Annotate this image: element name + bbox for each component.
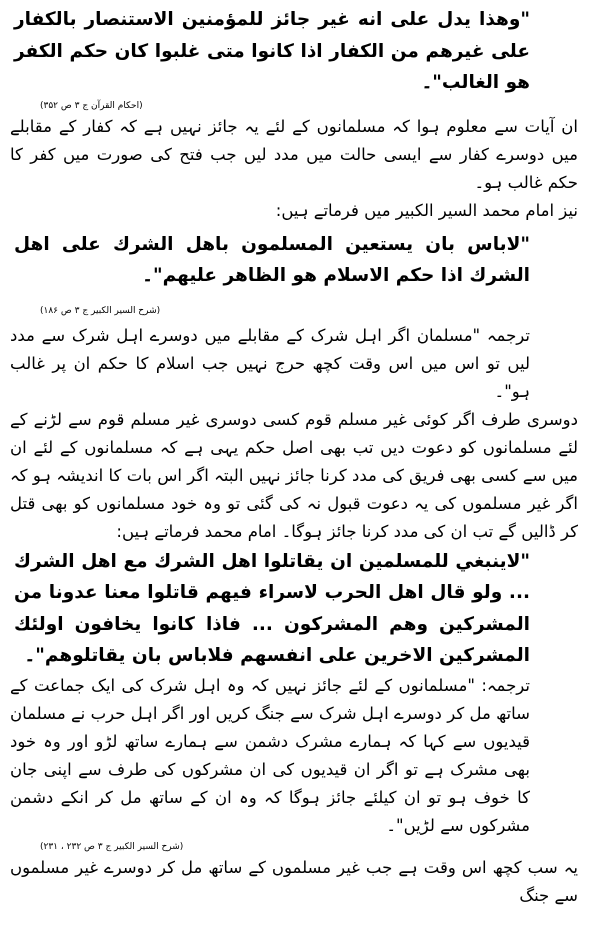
urdu-paragraph: دوسری طرف اگر کوئی غیر مسلم قوم کسی دوسری غیر مسلم قوم سے لڑنے کے لئے مسلمانوں کو دعوت دیں تب بھی اصل حکم یہی ہے کہ مسلمانوں کے لئے ان میں سے کسی بھی فریق کی مدد کرنا جائز نہیں البتہ اگر اس بات کا اندیشہ ہو کہ اگر غیر مسلموں کی یہ دعوت قبول نہ کی گئی تو وہ خود مسلمانوں کو بھی قتل کر ڈالیں گے تب ان کی مدد کرنا جائز ہوگا۔ امام محمد فرماتے ہیں: (10, 409, 578, 541)
citation: (شرح السیر الکبیر ج ۳ ص ۲۳۲ ، ۲۳۱) (40, 841, 184, 852)
urdu-paragraph: نیز امام محمد السیر الکبیر میں فرماتے ہیں: (275, 200, 578, 220)
urdu-paragraph: یہ سب کچھ اس وقت ہے جب غیر مسلموں کے ساتھ مل کر دوسرے غیر مسلموں سے جنگ (10, 857, 578, 905)
citation: (احکام القرآن ج ۳ ص ۳۵۲) (40, 100, 143, 111)
translation-paragraph: ترجمہ: "مسلمانوں کے لئے جائز نہیں کہ وہ اہل شرک کی ایک جماعت کے ساتھ مل کر دوسرے اہل شرک سے جنگ کریں اور اگر اہل حرب نے مسلمان قیدیوں سے کہا کہ ہمارے مشرک دشمن سے ہمارے ساتھ لڑو اور وہ خود بھی مشرک ہے تو اگر ان قیدیوں کی ان مشرکوں کی طرف سے اپنی جان کا خوف ہو تو ان کیلئے جائز ہوگا کہ وہ ان کے ساتھ مل کر انکے دشمن مشرکوں سے لڑیں"۔ (10, 675, 530, 835)
citation: (شرح السیر الکبیر ج ۳ ص ۱۸۶) (40, 305, 161, 316)
urdu-paragraph: ان آیات سے معلوم ہوا کہ مسلمانوں کے لئے یہ جائز نہیں ہے کہ کفار کے مقابلے میں دوسرے کفار سے ایسی حالت میں مدد لیں جب فتح کی صورت میں کفر کا حکم غالب ہو۔ (10, 116, 578, 192)
arabic-quote: "لاباس بان يستعين المسلمون باهل الشرك على اهل الشرك اذا حكم الاسلام هو الظاهر عليهم"۔ (14, 233, 530, 286)
translation-paragraph: ترجمہ "مسلمان اگر اہل شرک کے مقابلے میں دوسرے اہل شرک سے مدد لیں تو اس میں اس وقت کچھ حرج نہیں جب اسلام کا حکم ان پر غالب ہو"۔ (10, 325, 530, 401)
arabic-quote: "وهذا يدل على انه غير جائز للمؤمنين الاستنصار بالكفار على غيرهم من الكفار اذا كانوا متى غلبوا كان حكم الكفر هو الغالب"۔ (14, 9, 530, 93)
arabic-quote: "لاينبغي للمسلمين ان يقاتلوا اهل الشرك مع اهل الشرك ... ولو قال اهل الحرب لاسراء فيهم قاتلوا معنا عدونا من المشركين وهم المشركون ... فاذا كانوا يخافون اولئك المشركين الاخرين على انفسهم فلاباس بان يقاتلوهم"۔ (14, 550, 530, 666)
